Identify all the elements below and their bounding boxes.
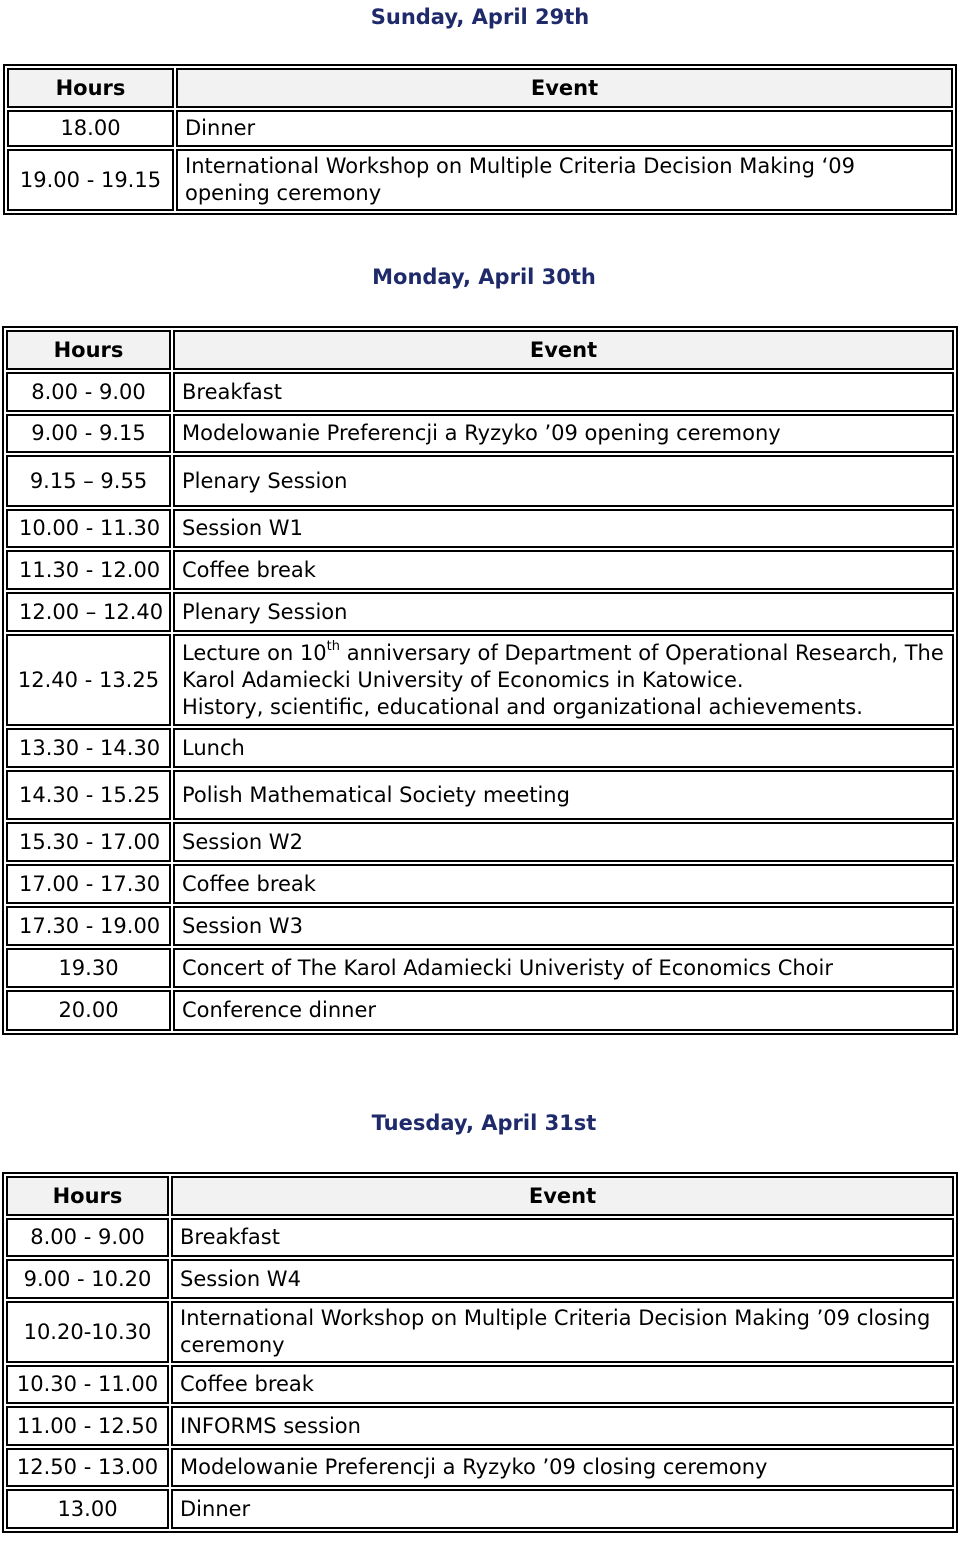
event-cell: Dinner [176,110,953,147]
ordinal-superscript: th [326,638,341,654]
table-row [6,770,954,820]
hours-cell: 17.00 - 17.30 [6,864,171,904]
table-row [6,550,954,590]
hours-column-header: Hours [7,68,174,108]
table-header-row [6,330,954,370]
event-column-header: Event [173,330,954,370]
event-cell: Session W4 [171,1259,954,1299]
event-cell: Dinner [171,1489,954,1529]
hours-cell: 14.30 - 15.25 [6,770,171,820]
event-cell: Coffee break [171,1365,954,1404]
event-cell: Coffee break [173,864,954,904]
table-row [6,906,954,946]
event-cell: Concert of The Karol Adamiecki Univeristy of Economics Choir [173,948,954,988]
event-cell: Modelowanie Preferencji a Ryzyko ’09 closing ceremony [171,1448,954,1487]
hours-cell: 8.00 - 9.00 [6,1218,169,1257]
table-row [6,864,954,904]
event-cell: INFORMS session [171,1406,954,1446]
day-title-tuesday: Tuesday, April 31st [371,1111,597,1135]
hours-column-header: Hours [6,330,171,370]
hours-cell: 13.30 - 14.30 [6,728,171,768]
table-row [6,509,954,548]
table-row [6,1259,954,1299]
table-row [6,822,954,862]
hours-cell: 10.30 - 11.00 [6,1365,169,1404]
table-row [6,728,954,768]
event-cell: Plenary Session [173,592,954,632]
hours-cell: 9.00 - 9.15 [6,414,171,453]
schedule-table-tuesday [2,1172,958,1533]
lecture-text-start: Lecture on 10 [182,640,327,665]
table-row [6,455,954,507]
hours-cell: 12.40 - 13.25 [6,634,171,726]
event-cell: Lunch [173,728,954,768]
event-cell: Breakfast [171,1218,954,1257]
hours-column-header: Hours [6,1176,169,1216]
table-row [6,1365,954,1404]
event-cell [173,634,954,726]
hours-cell: 10.20-10.30 [6,1301,169,1363]
hours-cell: 17.30 - 19.00 [6,906,171,946]
table-row [6,948,954,988]
event-cell: Session W3 [173,906,954,946]
table-row [6,1406,954,1446]
table-row [7,149,953,211]
hours-cell: 9.00 - 10.20 [6,1259,169,1299]
schedule-table-monday [2,326,958,1035]
hours-cell: 20.00 [6,990,171,1031]
hours-cell: 15.30 - 17.00 [6,822,171,862]
day-title-monday: Monday, April 30th [372,265,596,289]
event-cell: Conference dinner [173,990,954,1031]
event-cell: Modelowanie Preferencji a Ryzyko ’09 opening ceremony [173,414,954,453]
table-row [6,1448,954,1487]
table-row [7,110,953,147]
event-cell: Session W2 [173,822,954,862]
hours-cell: 9.15 – 9.55 [6,455,171,507]
event-cell: Breakfast [173,372,954,412]
event-cell: Polish Mathematical Society meeting [173,770,954,820]
table-row [6,1218,954,1257]
hours-cell: 11.30 - 12.00 [6,550,171,590]
hours-cell: 12.00 – 12.40 [6,592,171,632]
lecture-text-end: anniversary of Department of Operational Research, The Karol Adamiecki University of Economics in Katowice. [182,640,944,692]
day-title-sunday: Sunday, April 29th [370,5,590,29]
hours-cell: 19.30 [6,948,171,988]
table-row [6,634,954,726]
hours-cell: 11.00 - 12.50 [6,1406,169,1446]
event-cell: Session W1 [173,509,954,548]
event-cell: International Workshop on Multiple Criteria Decision Making ‘09 opening ceremony [176,149,953,211]
event-cell: International Workshop on Multiple Criteria Decision Making ’09 closing ceremony [171,1301,954,1363]
hours-cell: 19.00 - 19.15 [7,149,174,211]
table-row [6,372,954,412]
event-cell: Plenary Session [173,455,954,507]
table-row [6,592,954,632]
event-column-header: Event [171,1176,954,1216]
table-row [6,1301,954,1363]
hours-cell: 10.00 - 11.30 [6,509,171,548]
table-row [6,990,954,1031]
schedule-table-sunday [3,64,957,215]
event-cell: Coffee break [173,550,954,590]
table-header-row [6,1176,954,1216]
event-column-header: Event [176,68,953,108]
table-header-row [7,68,953,108]
hours-cell: 12.50 - 13.00 [6,1448,169,1487]
hours-cell: 18.00 [7,110,174,147]
hours-cell: 8.00 - 9.00 [6,372,171,412]
table-row [6,1489,954,1529]
lecture-subtitle: History, scientific, educational and organizational achievements. [182,694,863,719]
hours-cell: 13.00 [6,1489,169,1529]
table-row [6,414,954,453]
